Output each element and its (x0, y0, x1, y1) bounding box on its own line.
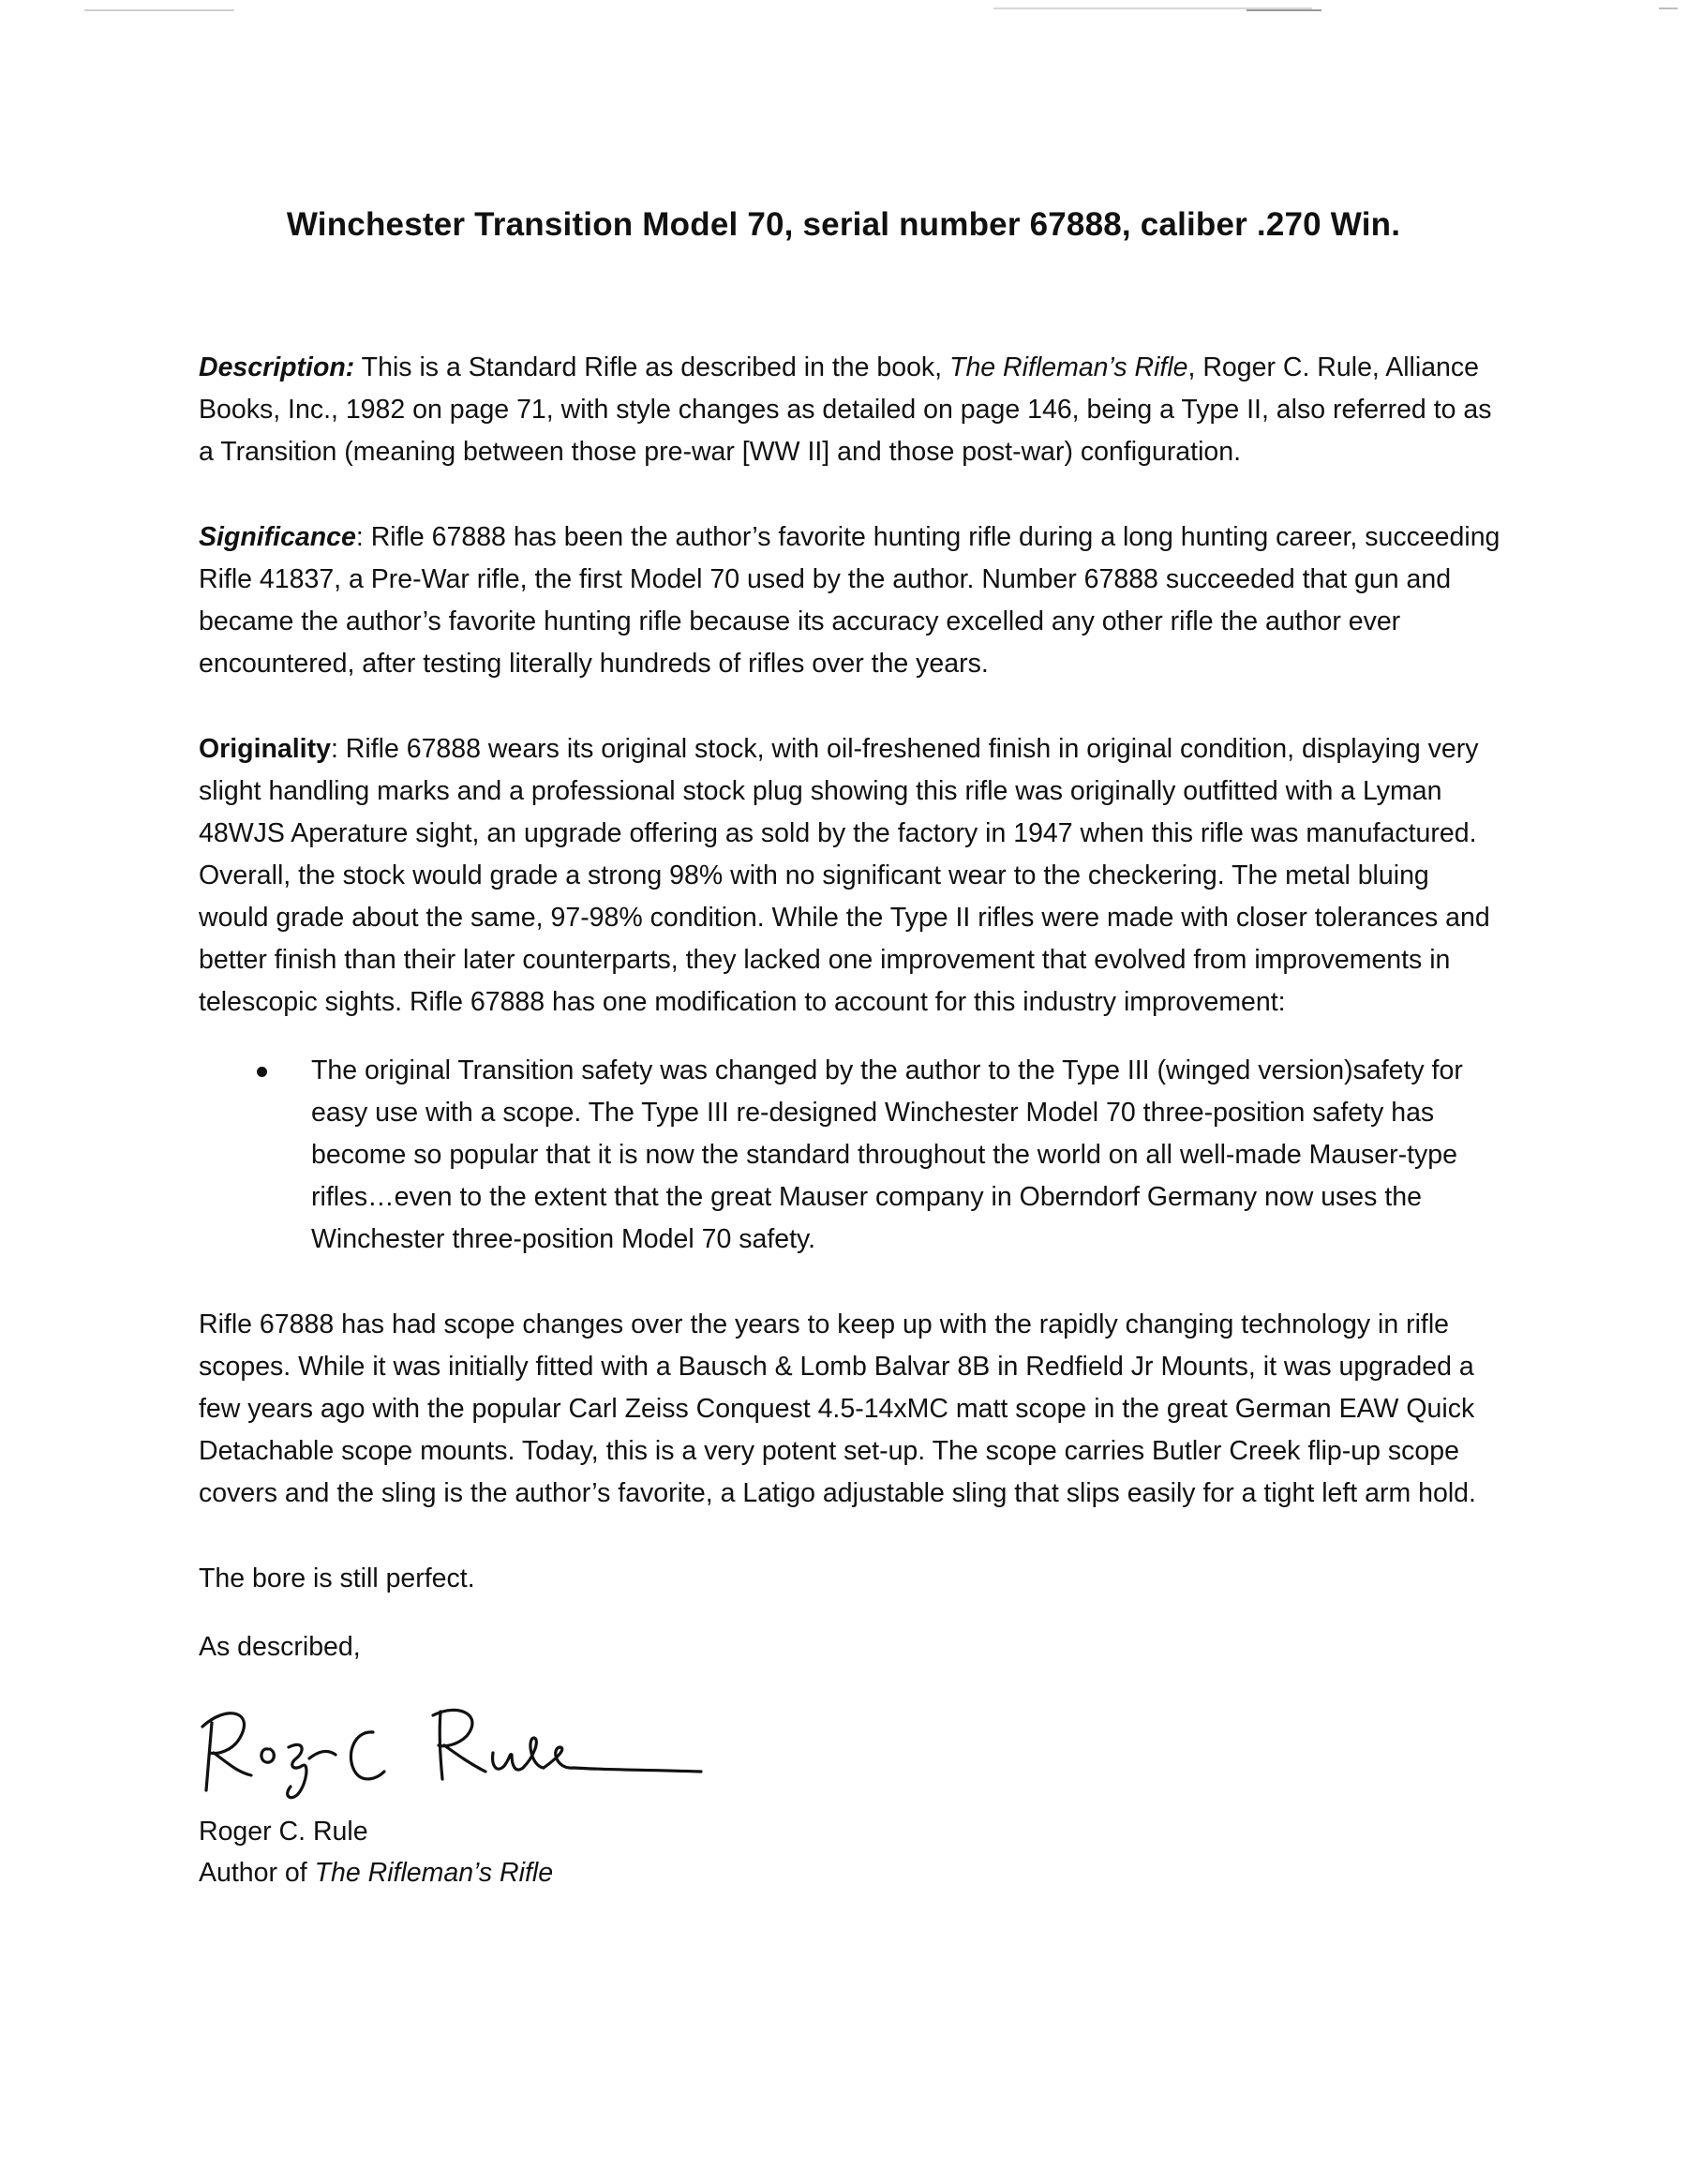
originality-text: : Rifle 67888 wears its original stock, with oil-freshened finish in original condition, displaying very slight handling marks and a professional stock plug showing this rifle was originally outfitted with a Lyman 48WJS Aperature sight, an upgrade offering as sold by the factory in 1947 when this rifle was manufactured. Overall, the stock would grade a strong 98% with no significant wear to the checkering. The metal bluing would grade about the same, 97-98% condition. While the Type II rifles were made with closer tolerances and better finish than their later counterparts, they lacked one improvement that evolved from improvements in telescopic sights. Rifle 67888 has one modification to account for this industry improvement: (199, 734, 1490, 1017)
description-text-part2: , Roger C. Rule, Alliance Books, Inc., 1982 on page 71, with style changes as detailed on page 146, being a Type II, also referred to as a Transition (meaning between those pre-war [WW II] and those post-war) configuration. (199, 352, 1492, 467)
significance-text: : Rifle 67888 has been the author’s favorite hunting rifle during a long hunting career, succeeding Rifle 41837, a Pre-War rifle, the first Model 70 used by the author. Number 67888 succeeded that gun and became the author’s favorite hunting rifle because its accuracy excelled any other rifle the author ever encountered, after testing literally hundreds of rifles over the years. (199, 522, 1500, 679)
signer-title (199, 1852, 1501, 1893)
scope-paragraph: Rifle 67888 has had scope changes over the years to keep up with the rapidly changing technology in rifle scopes. While it was initially fitted with a Bausch & Lomb Balvar 8B in Redfield Jr Mounts, it was upgraded a few years ago with the popular Carl Zeiss Conquest 4.5-14xMC matt scope in the great German EAW Quick Detachable scope mounts. Today, this is a very potent set-up. The scope carries Butler Creek flip-up scope covers and the sling is the author’s favorite, a Latigo adjustable sling that slips easily for a tight left arm hold. (199, 1309, 1476, 1508)
signer-name: Roger C. Rule (199, 1817, 368, 1847)
handwritten-signature (199, 1693, 724, 1805)
signature-graphic (199, 1693, 724, 1805)
description-book-title: The Rifleman’s Rifle (949, 352, 1188, 382)
originality-label: Originality (199, 734, 331, 764)
significance-paragraph (199, 516, 1501, 685)
signature-block (199, 1811, 1501, 1893)
bore-line: The bore is still perfect. (199, 1563, 475, 1593)
signer-book-title: The Rifleman’s Rifle (314, 1858, 554, 1888)
document-title: Winchester Transition Model 70, serial number 67888, caliber .270 Win. (286, 206, 1401, 243)
scan-artifact-line (1247, 9, 1321, 11)
scan-artifact-line (84, 9, 234, 11)
signer-title-prefix: Author of (199, 1858, 315, 1888)
bullet-list (199, 1050, 1501, 1261)
significance-label: Significance (199, 522, 356, 552)
description-text-part1: This is a Standard Rifle as described in the book, (354, 352, 950, 382)
bullet-marker (257, 1067, 267, 1077)
list-item: The original Transition safety was changed by the author to the Type III (winged version)safety for easy use with a scope. The Type III re-designed Winchester Model 70 three-position safety has become so popular that it is now the standard throughout the world on all well-made Mauser-type rifles…even to the extent that the great Mauser company in Oberndorf Germany now uses the Winchester three-position Model 70 safety. (311, 1055, 1463, 1254)
description-label: Description: (199, 352, 355, 382)
closing-line: As described, (199, 1632, 361, 1662)
description-paragraph (199, 347, 1501, 473)
originality-paragraph (199, 728, 1501, 1024)
scan-artifact-line (1659, 7, 1678, 9)
document-body (199, 347, 1501, 1893)
